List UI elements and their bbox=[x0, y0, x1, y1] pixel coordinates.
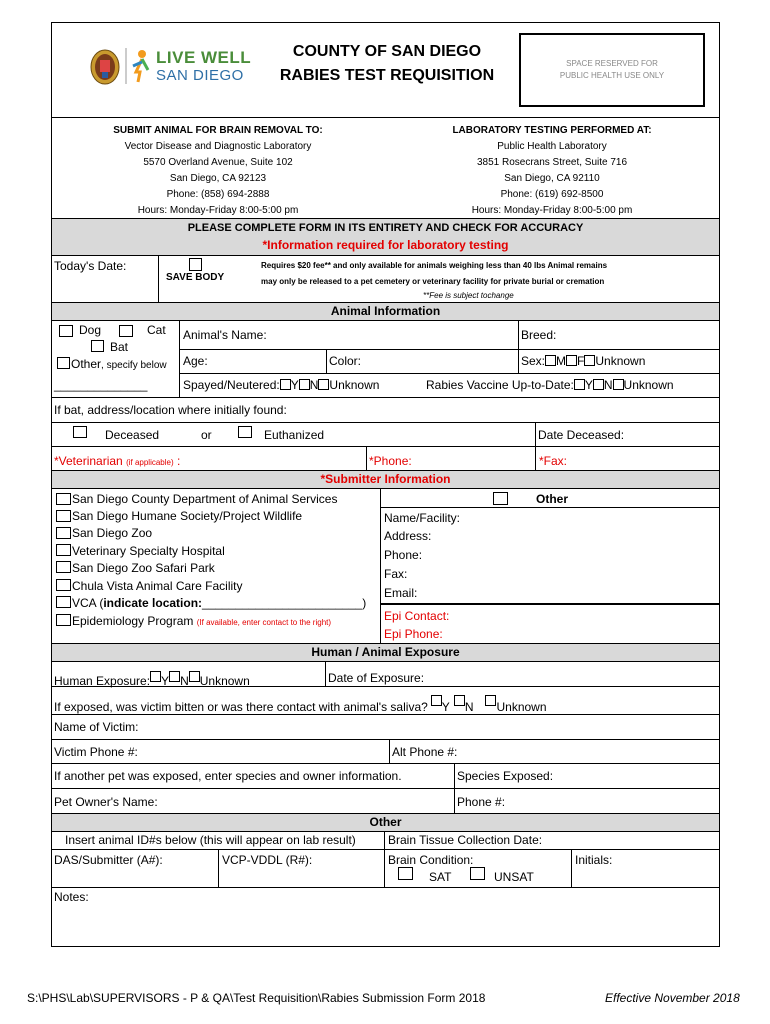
vaccine-n-checkbox[interactable] bbox=[593, 379, 604, 390]
deceased-label: Deceased bbox=[105, 428, 160, 442]
or-label: or bbox=[201, 428, 212, 442]
epi-contact-label: Epi Contact: bbox=[384, 609, 450, 623]
lab-heading: LABORATORY TESTING PERFORMED AT: bbox=[452, 125, 652, 136]
exposure-n-checkbox[interactable] bbox=[169, 671, 180, 682]
brain-tissue-label: Brain Tissue Collection Date: bbox=[388, 833, 543, 847]
euthanized-label: Euthanized bbox=[264, 428, 325, 442]
animal-name-label: Animal's Name: bbox=[183, 328, 267, 342]
brain-condition-label: Brain Condition: bbox=[388, 853, 474, 867]
save-body-checkbox[interactable] bbox=[189, 258, 202, 271]
exposure-y-checkbox[interactable] bbox=[150, 671, 161, 682]
reserved-box bbox=[519, 33, 705, 107]
dog-label: Dog bbox=[79, 323, 102, 337]
epi-program-label: Epidemiology Program (If available, enter contact to the right) bbox=[72, 614, 332, 628]
bat-label: Bat bbox=[110, 340, 129, 354]
submit-heading: SUBMIT ANIMAL FOR BRAIN REMOVAL TO: bbox=[113, 125, 323, 136]
animal-section-title: Animal Information bbox=[330, 304, 441, 318]
das-label: DAS/Submitter (A#): bbox=[54, 853, 163, 867]
form-title-line2: RABIES TEST REQUISITION bbox=[279, 67, 495, 84]
submitter-option-checkbox[interactable] bbox=[56, 561, 71, 573]
spayed-y-checkbox[interactable] bbox=[280, 379, 291, 390]
unsat-label: UNSAT bbox=[494, 870, 534, 884]
lab-line3: San Diego, CA 92110 bbox=[504, 173, 600, 184]
age-label: Age: bbox=[183, 354, 208, 368]
submitter-section-title: *Submitter Information bbox=[320, 472, 451, 486]
submitter-option-label: San Diego County Department of Animal Services bbox=[72, 492, 338, 506]
form-title-line1: COUNTY OF SAN DIEGO bbox=[292, 43, 482, 60]
lab-line5: Hours: Monday-Friday 8:00-5:00 pm bbox=[471, 205, 633, 216]
name-facility-label: Name/Facility: bbox=[384, 511, 461, 525]
bitten-field: If exposed, was victim bitten or was there contact with animal's saliva? Y N Unknown bbox=[54, 695, 547, 714]
victim-name-label: Name of Victim: bbox=[54, 720, 139, 734]
submit-line4: Phone: (858) 694-2888 bbox=[166, 189, 270, 200]
deceased-checkbox[interactable] bbox=[73, 426, 87, 438]
other-animal-label: Other, specify below bbox=[71, 357, 167, 371]
notice-line2: *Information required for laboratory testing bbox=[262, 238, 509, 252]
submitter-fax-label: Fax: bbox=[384, 567, 408, 581]
submitter-option-label: Chula Vista Animal Care Facility bbox=[72, 579, 243, 593]
vca-label: VCA (indicate location:________________________) bbox=[72, 596, 367, 610]
submitter-option-label: Veterinary Specialty Hospital bbox=[72, 544, 225, 558]
human-section-title: Human / Animal Exposure bbox=[311, 645, 460, 659]
fee-note: **Fee is subject tochange bbox=[423, 291, 514, 300]
victim-phone-label: Victim Phone #: bbox=[54, 745, 138, 759]
reserved-line2: PUBLIC HEALTH USE ONLY bbox=[559, 71, 665, 80]
submitter-option-label: San Diego Zoo Safari Park bbox=[72, 561, 215, 575]
initials-label: Initials: bbox=[575, 853, 613, 867]
vca-checkbox[interactable] bbox=[56, 596, 71, 608]
bat-address-label: If bat, address/location where initially found: bbox=[54, 403, 287, 417]
breed-label: Breed: bbox=[521, 328, 557, 342]
alt-phone-label: Alt Phone #: bbox=[392, 745, 458, 759]
spayed-n-checkbox[interactable] bbox=[299, 379, 310, 390]
submit-line2: 5570 Overland Avenue, Suite 102 bbox=[143, 157, 293, 168]
cat-label: Cat bbox=[147, 323, 166, 337]
other-animal-checkbox[interactable] bbox=[57, 357, 70, 369]
sat-label: SAT bbox=[429, 870, 452, 884]
vaccine-y-checkbox[interactable] bbox=[574, 379, 585, 390]
species-exposed-label: Species Exposed: bbox=[457, 769, 554, 783]
lab-line4: Phone: (619) 692-8500 bbox=[500, 189, 604, 200]
lab-line1: Public Health Laboratory bbox=[497, 141, 607, 152]
submitter-address-label: Address: bbox=[384, 529, 432, 543]
lab-line2: 3851 Rosecrans Street, Suite 716 bbox=[476, 157, 628, 168]
submitter-option-label: San Diego Zoo bbox=[72, 526, 153, 540]
bitten-n-checkbox[interactable] bbox=[454, 695, 465, 706]
euthanized-checkbox[interactable] bbox=[238, 426, 252, 438]
date-deceased-label: Date Deceased: bbox=[538, 428, 625, 442]
exposure-unknown-checkbox[interactable] bbox=[189, 671, 200, 682]
veterinarian-label: *Veterinarian (if applicable) : bbox=[54, 454, 181, 468]
submit-line1: Vector Disease and Diagnostic Laboratory bbox=[124, 141, 312, 152]
cat-checkbox[interactable] bbox=[119, 325, 133, 337]
spayed-unknown-checkbox[interactable] bbox=[318, 379, 329, 390]
vet-phone-label: *Phone: bbox=[369, 454, 412, 468]
bat-checkbox[interactable] bbox=[91, 340, 104, 352]
submitter-option-checkbox[interactable] bbox=[56, 493, 71, 505]
submitter-option-checkbox[interactable] bbox=[56, 527, 71, 539]
submitter-option-checkbox[interactable] bbox=[56, 510, 71, 522]
logo-line2: SAN DIEGO bbox=[156, 67, 244, 84]
submitter-option-checkbox[interactable] bbox=[56, 544, 71, 556]
vaccine-unknown-checkbox[interactable] bbox=[613, 379, 624, 390]
owner-phone-label: Phone #: bbox=[457, 795, 506, 809]
county-seal bbox=[90, 48, 120, 86]
owner-name-label: Pet Owner's Name: bbox=[54, 795, 158, 809]
fee-line1: Requires $20 fee** and only available for animals weighing less than 40 lbs Animal remains bbox=[261, 261, 608, 270]
submitter-phone-label: Phone: bbox=[384, 548, 423, 562]
submitter-option-checkbox[interactable] bbox=[56, 579, 71, 591]
another-pet-label: If another pet was exposed, enter species and owner information. bbox=[54, 769, 402, 783]
submitter-email-label: Email: bbox=[384, 586, 418, 600]
sex-field: Sex: M F Unknown bbox=[521, 354, 646, 368]
logo-line1: LIVE WELL bbox=[156, 48, 252, 67]
dog-checkbox[interactable] bbox=[59, 325, 73, 337]
color-label: Color: bbox=[329, 354, 362, 368]
rabies-vaccine-field: Rabies Vaccine Up-to-Date: Y N Unknown bbox=[426, 378, 674, 392]
spayed-field: Spayed/Neutered: Y N Unknown bbox=[183, 378, 380, 392]
other-submitter-checkbox[interactable] bbox=[493, 492, 508, 505]
other-specify-blank: ______________ bbox=[54, 378, 148, 392]
sex-unknown-checkbox[interactable] bbox=[584, 355, 595, 366]
epi-program-checkbox[interactable] bbox=[56, 614, 71, 626]
submitter-option-label: San Diego Humane Society/Project Wildlife bbox=[72, 509, 303, 523]
footer-path: S:\PHS\Lab\SUPERVISORS - P & QA\Test Requisition\Rabies Submission Form 2018 bbox=[27, 991, 486, 1005]
unsat-checkbox[interactable] bbox=[470, 867, 485, 880]
insert-id-label: Insert animal ID#s below (this will appear on lab result) bbox=[65, 833, 356, 847]
bitten-unknown-checkbox[interactable] bbox=[485, 695, 496, 706]
todays-date-label: Today's Date: bbox=[54, 259, 127, 273]
notes-label: Notes: bbox=[54, 890, 89, 904]
notice-line1: PLEASE COMPLETE FORM IN ITS ENTIRETY AND CHECK FOR ACCURACY bbox=[187, 222, 584, 234]
submit-line5: Hours: Monday-Friday 8:00-5:00 pm bbox=[137, 205, 299, 216]
human-exposure-field: Human Exposure: Y N Unknown bbox=[54, 671, 250, 688]
save-body-label: SAVE BODY bbox=[166, 272, 225, 283]
sex-f-checkbox[interactable] bbox=[566, 355, 577, 366]
submit-line3: San Diego, CA 92123 bbox=[169, 173, 267, 184]
vcp-label: VCP-VDDL (R#): bbox=[222, 853, 313, 867]
sex-m-checkbox[interactable] bbox=[545, 355, 556, 366]
live-well-logo-icon bbox=[124, 46, 152, 86]
footer-effective: Effective November 2018 bbox=[605, 991, 740, 1005]
other-submitter-label: Other bbox=[536, 492, 569, 506]
other-section-title: Other bbox=[369, 815, 402, 829]
bitten-y-checkbox[interactable] bbox=[431, 695, 442, 706]
fee-line2: may only be released to a pet cemetery or veterinary facility for private burial or cremation bbox=[261, 277, 605, 286]
date-exposure-label: Date of Exposure: bbox=[328, 671, 425, 685]
reserved-line1: SPACE RESERVED FOR bbox=[566, 59, 658, 68]
vet-fax-label: *Fax: bbox=[539, 454, 568, 468]
epi-phone-label: Epi Phone: bbox=[384, 627, 443, 641]
sat-checkbox[interactable] bbox=[398, 867, 413, 880]
